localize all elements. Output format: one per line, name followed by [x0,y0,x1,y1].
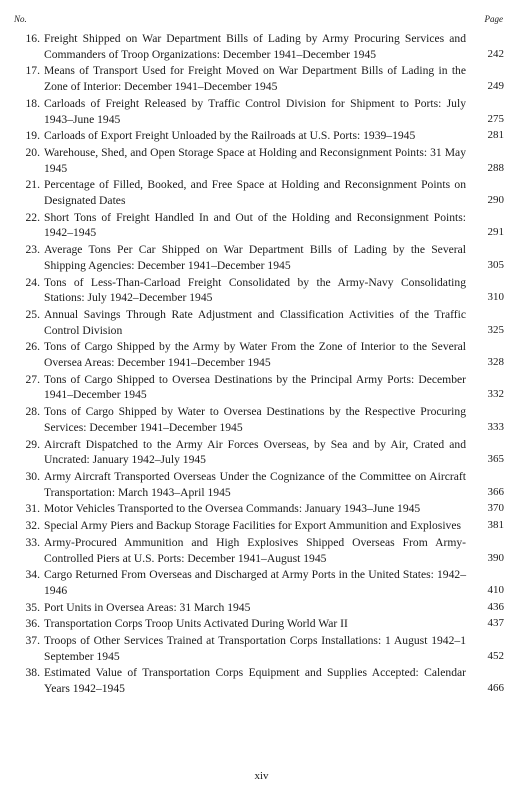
entry-title: Troops of Other Services Trained at Transportation Corps Installations: 1 August 1942–1 September 1945 [44,634,466,663]
entry-number: 18. [25,96,40,110]
entry-number: 19. [25,129,40,143]
list-item [14,96,504,127]
entry-title: Motor Vehicles Transported to the Oversea Commands: January 1943–June 1945 [44,502,421,516]
list-item [14,339,504,370]
entry-number: 29. [25,437,40,451]
list-item [14,616,504,632]
entry-page: 410 [487,583,504,596]
entry-title: Warehouse, Shed, and Open Storage Space at Holding and Reconsignment Points: 31 May 1945 [44,145,466,175]
list-of-tables [14,31,504,698]
entry-number: 25. [25,307,40,321]
list-item [14,501,504,517]
entry-page: 275 [487,112,504,125]
entry-number: 21. [25,178,40,192]
entry-title: Short Tons of Freight Handled In and Out of the Holding and Reconsignment Points: 1942–1945 [44,210,466,240]
number-column-heading: No. [14,14,27,24]
page-column-heading: Page [484,14,503,24]
entry-number: 38. [25,666,40,680]
entry-number: 36. [25,617,40,631]
entry-title: Tons of Cargo Shipped by the Army by Water From the Zone of Interior to the Several Oversea Areas: December 1941–December 1945 [44,340,466,370]
entry-number: 33. [25,535,40,549]
entry-title: Tons of Less-Than-Carload Freight Consolidated by the Army-Navy Consolidating Stations: July 1942–December 1945 [44,275,466,305]
entry-page: 390 [487,551,504,564]
entry-number: 16. [25,32,40,45]
list-item [14,63,504,94]
list-item [14,535,504,566]
entry-title: Means of Transport Used for Freight Moved on War Department Bills of Lading in the Zone of Interior: December 1941–December 1945 [44,64,466,94]
entry-title: Tons of Cargo Shipped to Oversea Destinations by the Principal Army Ports: December 1941–December 1945 [44,372,466,402]
list-item [14,210,504,241]
entry-number: 22. [25,210,40,224]
list-item [14,633,504,664]
list-item [14,145,504,176]
list-item [14,128,504,144]
list-item [14,518,504,534]
list-item [14,600,504,616]
entry-page: 365 [487,453,504,466]
entry-title: Aircraft Dispatched to the Army Air Forces Overseas, by Sea and by Air, Crated and Uncrated: January 1942–July 1945 [44,437,466,467]
page-folio: xiv [254,770,269,782]
entry-title: Cargo Returned From Overseas and Discharged at Army Ports in the United States: 1942–1946 [44,568,466,597]
entry-page: 242 [487,47,504,60]
entry-number: 35. [25,600,40,614]
entry-title: Army-Procured Ammunition and High Explosives Shipped Overseas From Army-Controlled Piers at U.S. Ports: December 1941–August 1945 [44,535,466,565]
list-item [14,242,504,273]
entry-page: 290 [487,194,504,207]
entry-page: 452 [487,649,504,662]
entry-title: Special Army Piers and Backup Storage Facilities for Export Ammunition and Explosives [44,519,461,533]
entry-page: 281 [487,129,504,142]
list-item [14,372,504,403]
list-item [14,177,504,208]
list-item [14,665,504,696]
entry-number: 23. [25,243,40,257]
entry-title: Average Tons Per Car Shipped on War Department Bills of Lading by the Several Shipping Agencies: December 1941–December 1945 [44,243,466,272]
entry-number: 28. [25,405,40,419]
entry-page: 310 [487,291,504,304]
entry-page: 437 [487,617,504,630]
entry-page: 325 [487,323,504,336]
entry-page: 333 [487,420,504,433]
entry-number: 30. [25,469,40,483]
entry-title: Tons of Cargo Shipped by Water to Oversea Destinations by the Respective Procuring Services: December 1941–December 1945 [44,405,466,434]
entry-page: 436 [487,600,504,613]
entry-number: 34. [25,568,40,582]
entry-title: Percentage of Filled, Booked, and Free Space at Holding and Reconsignment Points on Designated Dates [44,178,466,208]
list-item [14,275,504,306]
entry-number: 24. [25,275,40,289]
list-item [14,469,504,500]
entry-number: 26. [25,340,40,354]
entry-title: Annual Savings Through Rate Adjustment and Classification Activities of the Traffic Control Division [44,307,466,337]
list-item [14,437,504,468]
entry-number: 31. [25,502,40,516]
entry-title: Army Aircraft Transported Overseas Under the Cognizance of the Committee on Aircraft Transportation: March 1943–April 1945 [44,469,466,499]
list-item [14,404,504,435]
entry-page: 249 [487,80,504,93]
entry-page: 305 [487,258,504,271]
entry-page: 328 [487,356,504,369]
entry-page: 288 [487,161,504,174]
entry-title: Freight Shipped on War Department Bills of Lading by Army Procuring Services and Commanders of Troop Organizations: December 1941–December 1945 [44,32,466,61]
entry-page: 366 [487,485,504,498]
entry-page: 291 [487,226,504,239]
entry-number: 27. [25,372,40,386]
entry-number: 32. [25,519,40,533]
entry-number: 37. [25,634,40,648]
entry-page: 332 [487,388,504,401]
entry-page: 381 [487,519,504,532]
entry-title: Carloads of Export Freight Unloaded by the Railroads at U.S. Ports: 1939–1945 [44,129,416,143]
entry-number: 17. [25,64,40,78]
list-item [14,567,504,598]
entry-title: Carloads of Freight Released by Traffic Control Division for Shipment to Ports: July 1943–June 1945 [44,96,466,126]
entry-title: Transportation Corps Troop Units Activated During World War II [44,617,348,631]
entry-title: Port Units in Oversea Areas: 31 March 1945 [44,600,251,614]
list-item [14,31,504,62]
entry-page: 370 [487,502,504,515]
entry-page: 466 [487,682,504,695]
list-item [14,307,504,338]
entry-number: 20. [25,145,40,159]
entry-title: Estimated Value of Transportation Corps Equipment and Supplies Accepted: Calendar Years 1942–1945 [44,666,466,696]
